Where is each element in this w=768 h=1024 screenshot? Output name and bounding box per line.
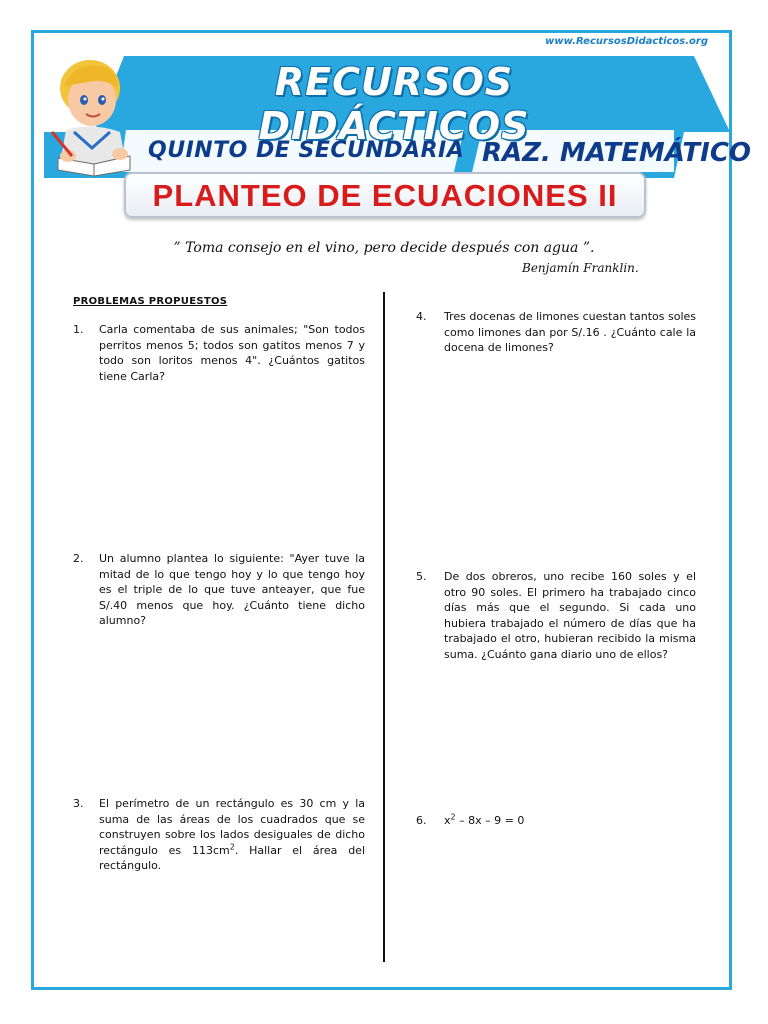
area-exponent: 2 xyxy=(229,841,235,851)
problem-number: 5. xyxy=(416,570,427,583)
equation xyxy=(444,813,696,829)
problem-text: Tres docenas de limones cuestan tantos soles como limones dan por S/.16 . ¿Cuánto cale la docena de limones? xyxy=(444,310,696,354)
column-divider xyxy=(383,292,385,962)
problem-text: Un alumno plantea lo siguiente: "Ayer tuve la mitad de lo que tengo hoy y lo que tengo hoy es el triple de lo que tuve anteayer, que fue S/.40 menos que hoy. ¿Cuánto tiene dicho alumno? xyxy=(99,552,365,627)
problem-item xyxy=(73,551,365,627)
problem-text: Carla comentaba de sus animales; "Son todos perritos menos 5; todos son gatitos menos 7 y todo son loritos menos 4". ¿Cuántos gatitos tiene Carla? xyxy=(99,323,365,383)
problem-number: 4. xyxy=(416,310,427,323)
problem-item xyxy=(73,322,365,392)
worksheet-title-box xyxy=(124,172,646,218)
equation-rest: – 8x – 9 = 0 xyxy=(455,814,525,827)
problem-item xyxy=(73,796,366,872)
quote-author: Benjamín Franklin. xyxy=(522,261,639,275)
problem-item xyxy=(416,309,696,359)
problem-number: 3. xyxy=(73,797,84,810)
grade-level-label: QUINTO DE SECUNDARIA xyxy=(148,138,465,163)
problem-number: 2. xyxy=(73,552,84,565)
problem-text-start: El perímetro de un rectángulo es 30 cm y la suma de las áreas de los cuadrados que se construyen sobre los lados desiguales de dicho rectángulo es xyxy=(99,797,365,857)
problem-item xyxy=(416,813,696,833)
section-heading: PROBLEMAS PROPUESTOS xyxy=(73,296,228,307)
problem-text xyxy=(99,796,365,874)
site-url[interactable]: www.RecursosDidacticos.org xyxy=(545,36,708,47)
problem-text: De dos obreros, uno recibe 160 soles y el otro 90 soles. El primero ha trabajado cinco días más que el segundo. Si cada uno hubiera trabajado el número de días que ha trabajado el otro, hubieran recibido la misma suma. ¿Cuánto gana diario uno de ellos? xyxy=(444,570,696,661)
problem-text-end: . Hallar el área del rectángulo. xyxy=(99,843,366,872)
problem-number: 6. xyxy=(416,814,427,827)
worksheet-title: PLANTEO DE ECUACIONES II xyxy=(152,178,618,213)
problem-item xyxy=(416,569,696,664)
brand-title: RECURSOS DIDÁCTICOS xyxy=(258,60,530,148)
quote-text: ” Toma consejo en el vino, pero decide después con agua ”. xyxy=(173,240,595,256)
equation-exponent: 2 xyxy=(450,812,456,822)
subject-label: RAZ. MATEMÁTICO xyxy=(482,138,752,168)
problem-number: 1. xyxy=(73,323,84,336)
child-writing-icon xyxy=(44,52,140,180)
equation-variable: x xyxy=(444,814,451,827)
area-value: 113cm xyxy=(191,843,230,857)
